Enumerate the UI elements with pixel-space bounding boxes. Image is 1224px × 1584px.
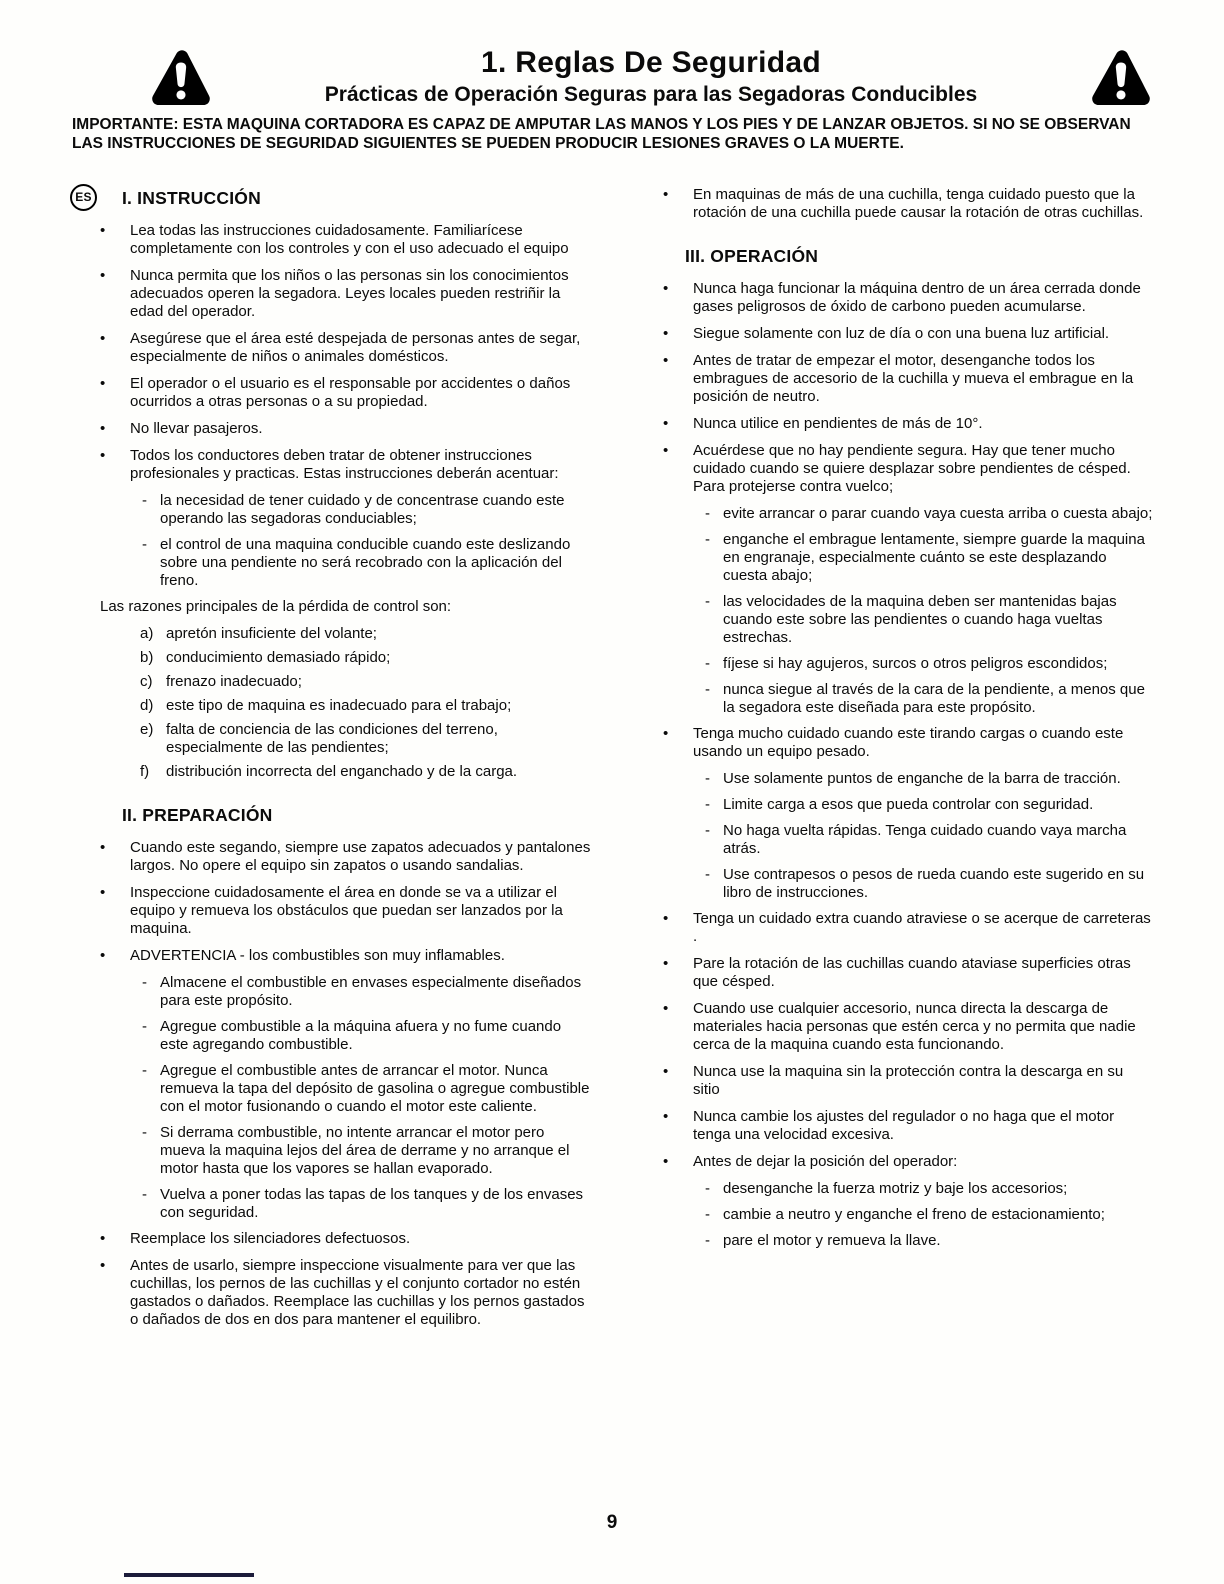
dash-marker: - [705, 1179, 710, 1197]
bullet-marker: • [663, 909, 669, 927]
dash-marker: - [705, 821, 710, 839]
list-item [663, 280, 1154, 316]
list-item [663, 1000, 1154, 1054]
list-item [140, 763, 591, 781]
dash-marker: - [705, 530, 710, 548]
list-item [705, 1180, 1154, 1198]
list-item-text: la necesidad de tener cuidado y de concentrase cuando este operando las segadoras conduciables; [160, 491, 565, 527]
list-item-text: Todos los conductores deben tratar de obtener instrucciones profesionales y practicas. Estas instrucciones deberán acentuar: [130, 446, 559, 482]
list-item [663, 1153, 1154, 1171]
list-item [705, 593, 1154, 647]
dash-marker: - [142, 535, 147, 553]
list-item [663, 910, 1154, 946]
list-item [705, 796, 1154, 814]
left-column [75, 186, 591, 1338]
list-item-text: conducimiento demasiado rápido; [166, 648, 391, 666]
section-heading-text: I. INSTRUCCIÓN [122, 187, 261, 208]
bullet-marker: • [100, 221, 106, 239]
list-item [140, 697, 591, 715]
bullet-marker: • [100, 374, 106, 392]
two-column-body [75, 185, 1154, 1338]
section-heading [122, 805, 591, 826]
letter-marker: f) [140, 762, 150, 780]
section-heading [75, 187, 591, 209]
section-heading-text: III. OPERACIÓN [685, 245, 819, 266]
right-column [663, 186, 1154, 1338]
list-item [705, 1206, 1154, 1224]
list-item [705, 770, 1154, 788]
list-item-text: Use solamente puntos de enganche de la barra de tracción. [723, 769, 1121, 787]
list-item [705, 822, 1154, 858]
list-item-text: el control de una maquina conducible cuando este deslizando sobre una pendiente no será recobrado con la aplicación del freno. [160, 535, 571, 589]
list-item [705, 531, 1154, 585]
list-item [100, 420, 591, 438]
list-item [100, 884, 591, 938]
list-item-text: evite arrancar o parar cuando vaya cuesta arriba o cuesta abajo; [723, 504, 1153, 522]
letter-marker: b) [140, 648, 154, 666]
page-number: 9 [606, 1512, 618, 1533]
bullet-marker: • [100, 883, 106, 901]
list-item [663, 352, 1154, 406]
paragraph: Las razones principales de la pérdida de control son: [100, 597, 452, 615]
list-item [663, 955, 1154, 991]
list-item [142, 536, 591, 590]
list-item [705, 866, 1154, 902]
bullet-marker: • [663, 999, 669, 1017]
list-item-text: Nunca use la maquina sin la protección contra la descarga en su sitio [693, 1062, 1124, 1098]
page-title: 1. Reglas De Seguridad [480, 46, 822, 79]
list-item-text: apretón insuficiente del volante; [166, 624, 377, 642]
list-item [663, 725, 1154, 761]
list-item-text: ADVERTENCIA - los combustibles son muy inflamables. [130, 946, 505, 964]
list-item-text: desenganche la fuerza motriz y baje los accesorios; [723, 1179, 1068, 1197]
list-item [663, 1063, 1154, 1099]
list-item-text: Inspeccione cuidadosamente el área en donde se va a utilizar el equipo y remueva los obstáculos que puedan ser lanzados por la maquina. [130, 883, 563, 937]
list-item [663, 186, 1154, 222]
list-item-text: Cuando use cualquier accesorio, nunca directa la descarga de materiales hacia personas que estén cerca y no permita que nadie cerca de la maquina cuando esta funcionando. [693, 999, 1136, 1053]
list-item [705, 681, 1154, 717]
list-item-text: Lea todas las instrucciones cuidadosamente. Familiarícese completamente con los controles y con el uso adecuado el equipo [130, 221, 569, 257]
bullet-marker: • [663, 351, 669, 369]
dash-marker: - [705, 1205, 710, 1223]
bullet-marker: • [663, 1062, 669, 1080]
list-item-text: cambie a neutro y enganche el freno de estacionamiento; [723, 1205, 1105, 1223]
list-item-text: Siegue solamente con luz de día o con una buena luz artificial. [693, 324, 1110, 342]
letter-marker: e) [140, 720, 154, 738]
list-item [142, 1124, 591, 1178]
page-subtitle: Prácticas de Operación Seguras para las Segadoras Conducibles [324, 83, 978, 106]
list-item [140, 673, 591, 691]
list-item-text: En maquinas de más de una cuchilla, tenga cuidado puesto que la rotación de una cuchilla puede causar la rotación de otras cuchillas. [693, 185, 1144, 221]
list-item [100, 222, 591, 258]
list-item-text: enganche el embrague lentamente, siempre guarde la maquina en engranaje, especialmente cuánto se este desplazando cuesta abajo; [723, 530, 1145, 584]
list-item-text: Antes de usarlo, siempre inspeccione visualmente para ver que las cuchillas, los pernos de las cuchillas y el conjunto cortador no estén gastados o dañados. Reemplace las cuchillas y los pernos gastados o dañados de dos en dos para mantener el equilibro. [130, 1256, 585, 1328]
letter-marker: c) [140, 672, 153, 690]
list-item [100, 1230, 591, 1248]
dash-marker: - [705, 654, 710, 672]
list-item-text: No llevar pasajeros. [130, 419, 263, 437]
list-item-text: Vuelva a poner todas las tapas de los tanques y de los envases con seguridad. [160, 1185, 584, 1221]
dash-marker: - [705, 769, 710, 787]
letter-marker: a) [140, 624, 154, 642]
warning-triangle-icon [1090, 48, 1152, 105]
bullet-marker: • [663, 279, 669, 297]
bullet-marker: • [100, 266, 106, 284]
list-item-text: este tipo de maquina es inadecuado para el trabajo; [166, 696, 512, 714]
list-item-text: Almacene el combustible en envases especialmente diseñados para este propósito. [160, 973, 582, 1009]
bullet-marker: • [663, 324, 669, 342]
list-item-text: falta de conciencia de las condiciones del terreno, especialmente de las pendientes; [166, 720, 498, 756]
list-item [142, 1018, 591, 1054]
list-item-text: Acuérdese que no hay pendiente segura. Hay que tener mucho cuidado cuando se quiere desplazar sobre pendientes de césped. Para protejerse contra vuelco; [693, 441, 1131, 495]
page-header [72, 46, 1154, 107]
list-item-text: Nunca haga funcionar la máquina dentro de un área cerrada donde gases peligrosos de óxido de carbono pueden acumularse. [693, 279, 1141, 315]
list-item-text: Nunca permita que los niños o las personas sin los conocimientos adecuados operen la segadora. Leyes locales pueden restriñir la edad del operador. [130, 266, 569, 320]
bullet-marker: • [663, 414, 669, 432]
section-heading [685, 246, 1154, 267]
warning-triangle-icon [150, 48, 212, 105]
list-item [100, 1257, 591, 1329]
list-item [663, 325, 1154, 343]
list-item-text: Si derrama combustible, no intente arrancar el motor pero mueva la maquina lejos del área de derrame y no arranque el motor hasta que los vapores se hallan evaporado. [160, 1123, 570, 1177]
list-item-text: Nunca cambie los ajustes del regulador o no haga que el motor tenga una velocidad excesiva. [693, 1107, 1115, 1143]
dash-marker: - [142, 491, 147, 509]
section-heading-text: II. PREPARACIÓN [122, 804, 273, 825]
language-es-icon: ES [70, 184, 97, 211]
important-label: IMPORTANTE: [72, 116, 179, 133]
list-item-text: Antes de tratar de empezar el motor, desenganche todos los embragues de accesorio de la cuchilla y mueva el embrague en la posición de neutro. [693, 351, 1134, 405]
list-item-text: las velocidades de la maquina deben ser mantenidas bajas cuando este sobre las pendientes o cuando haga vueltas estrechas. [723, 592, 1117, 646]
list-item [140, 625, 591, 643]
list-item-text: No haga vuelta rápidas. Tenga cuidado cuando vaya marcha atrás. [723, 821, 1127, 857]
dash-marker: - [142, 1185, 147, 1203]
dash-marker: - [705, 1231, 710, 1249]
scan-mark [124, 1573, 254, 1577]
list-item [100, 447, 591, 483]
bullet-marker: • [100, 838, 106, 856]
dash-marker: - [142, 973, 147, 991]
bullet-marker: • [663, 185, 669, 203]
list-item-text: frenazo inadecuado; [166, 672, 302, 690]
list-item-text: Use contrapesos o pesos de rueda cuando este sugerido en su libro de instrucciones. [723, 865, 1145, 901]
list-item [663, 415, 1154, 433]
list-item [100, 330, 591, 366]
list-item [705, 505, 1154, 523]
list-item-text: Agregue combustible a la máquina afuera y no fume cuando este agregando combustible. [160, 1017, 562, 1053]
title-block [212, 46, 1090, 107]
list-item-text: Nunca utilice en pendientes de más de 10°. [693, 414, 983, 432]
list-item [100, 839, 591, 875]
list-item [705, 1232, 1154, 1250]
important-notice [72, 115, 1154, 154]
list-item-text: fíjese si hay agujeros, surcos o otros peligros escondidos; [723, 654, 1108, 672]
list-item [705, 655, 1154, 673]
list-item [142, 1062, 591, 1116]
list-item-text: Pare la rotación de las cuchillas cuando ataviase superficies otras que césped. [693, 954, 1131, 990]
bullet-marker: • [663, 1107, 669, 1125]
bullet-marker: • [663, 1152, 669, 1170]
list-item-text: Reemplace los silenciadores defectuosos. [130, 1229, 411, 1247]
list-item-text: Agregue el combustible antes de arrancar el motor. Nunca remueva la tapa del depósito de gasolina o agregue combustible con el motor fusionando o cuando el motor este caliente. [160, 1061, 590, 1115]
dash-marker: - [705, 680, 710, 698]
list-item [663, 1108, 1154, 1144]
bullet-marker: • [663, 954, 669, 972]
list-item-text: Limite carga a esos que pueda controlar con seguridad. [723, 795, 1094, 813]
bullet-marker: • [100, 329, 106, 347]
list-item-text: Tenga mucho cuidado cuando este tirando cargas o cuando este usando un equipo pesado. [693, 724, 1124, 760]
bullet-marker: • [100, 446, 106, 464]
list-item-text: El operador o el usuario es el responsable por accidentes o daños ocurridos a otras personas o a su propiedad. [130, 374, 571, 410]
dash-marker: - [705, 795, 710, 813]
list-item-text: Antes de dejar la posición del operador: [693, 1152, 958, 1170]
list-item [142, 492, 591, 528]
bullet-marker: • [100, 419, 106, 437]
dash-marker: - [705, 504, 710, 522]
dash-marker: - [142, 1123, 147, 1141]
bullet-marker: • [100, 946, 106, 964]
bullet-marker: • [663, 724, 669, 742]
bullet-marker: • [663, 441, 669, 459]
important-text: ESTA MAQUINA CORTADORA ES CAPAZ DE AMPUTAR LAS MANOS Y LOS PIES Y DE LANZAR OBJETOS. SI NO SE OBSERVAN LAS INSTRUCCIONES DE SEGURIDAD SIGUIENTES SE PUEDEN PRODUCIR LESIONES GRAVES O LA MUERTE. [72, 116, 1131, 153]
list-item-text: distribución incorrecta del enganchado y de la carga. [166, 762, 518, 780]
list-item-text: pare el motor y remueva la llave. [723, 1231, 941, 1249]
list-item [100, 375, 591, 411]
dash-marker: - [142, 1017, 147, 1035]
list-item [663, 442, 1154, 496]
letter-marker: d) [140, 696, 154, 714]
dash-marker: - [705, 592, 710, 610]
list-item-text: Tenga un cuidado extra cuando atraviese o se acerque de carreteras . [693, 909, 1151, 945]
list-item [100, 267, 591, 321]
bullet-marker: • [100, 1256, 106, 1274]
list-item [140, 721, 591, 757]
list-item-text: Asegúrese que el área esté despejada de personas antes de segar, especialmente de niños o animales domésticos. [130, 329, 581, 365]
list-item-text: nunca siegue al través de la cara de la pendiente, a menos que la segadora este diseñada para este propósito. [723, 680, 1145, 716]
bullet-marker: • [100, 1229, 106, 1247]
list-item [100, 947, 591, 965]
list-item [142, 974, 591, 1010]
list-item [142, 1186, 591, 1222]
list-item-text: Cuando este segando, siempre use zapatos adecuados y pantalones largos. No opere el equipo sin zapatos o usando sandalias. [130, 838, 591, 874]
list-item [140, 649, 591, 667]
dash-marker: - [142, 1061, 147, 1079]
dash-marker: - [705, 865, 710, 883]
